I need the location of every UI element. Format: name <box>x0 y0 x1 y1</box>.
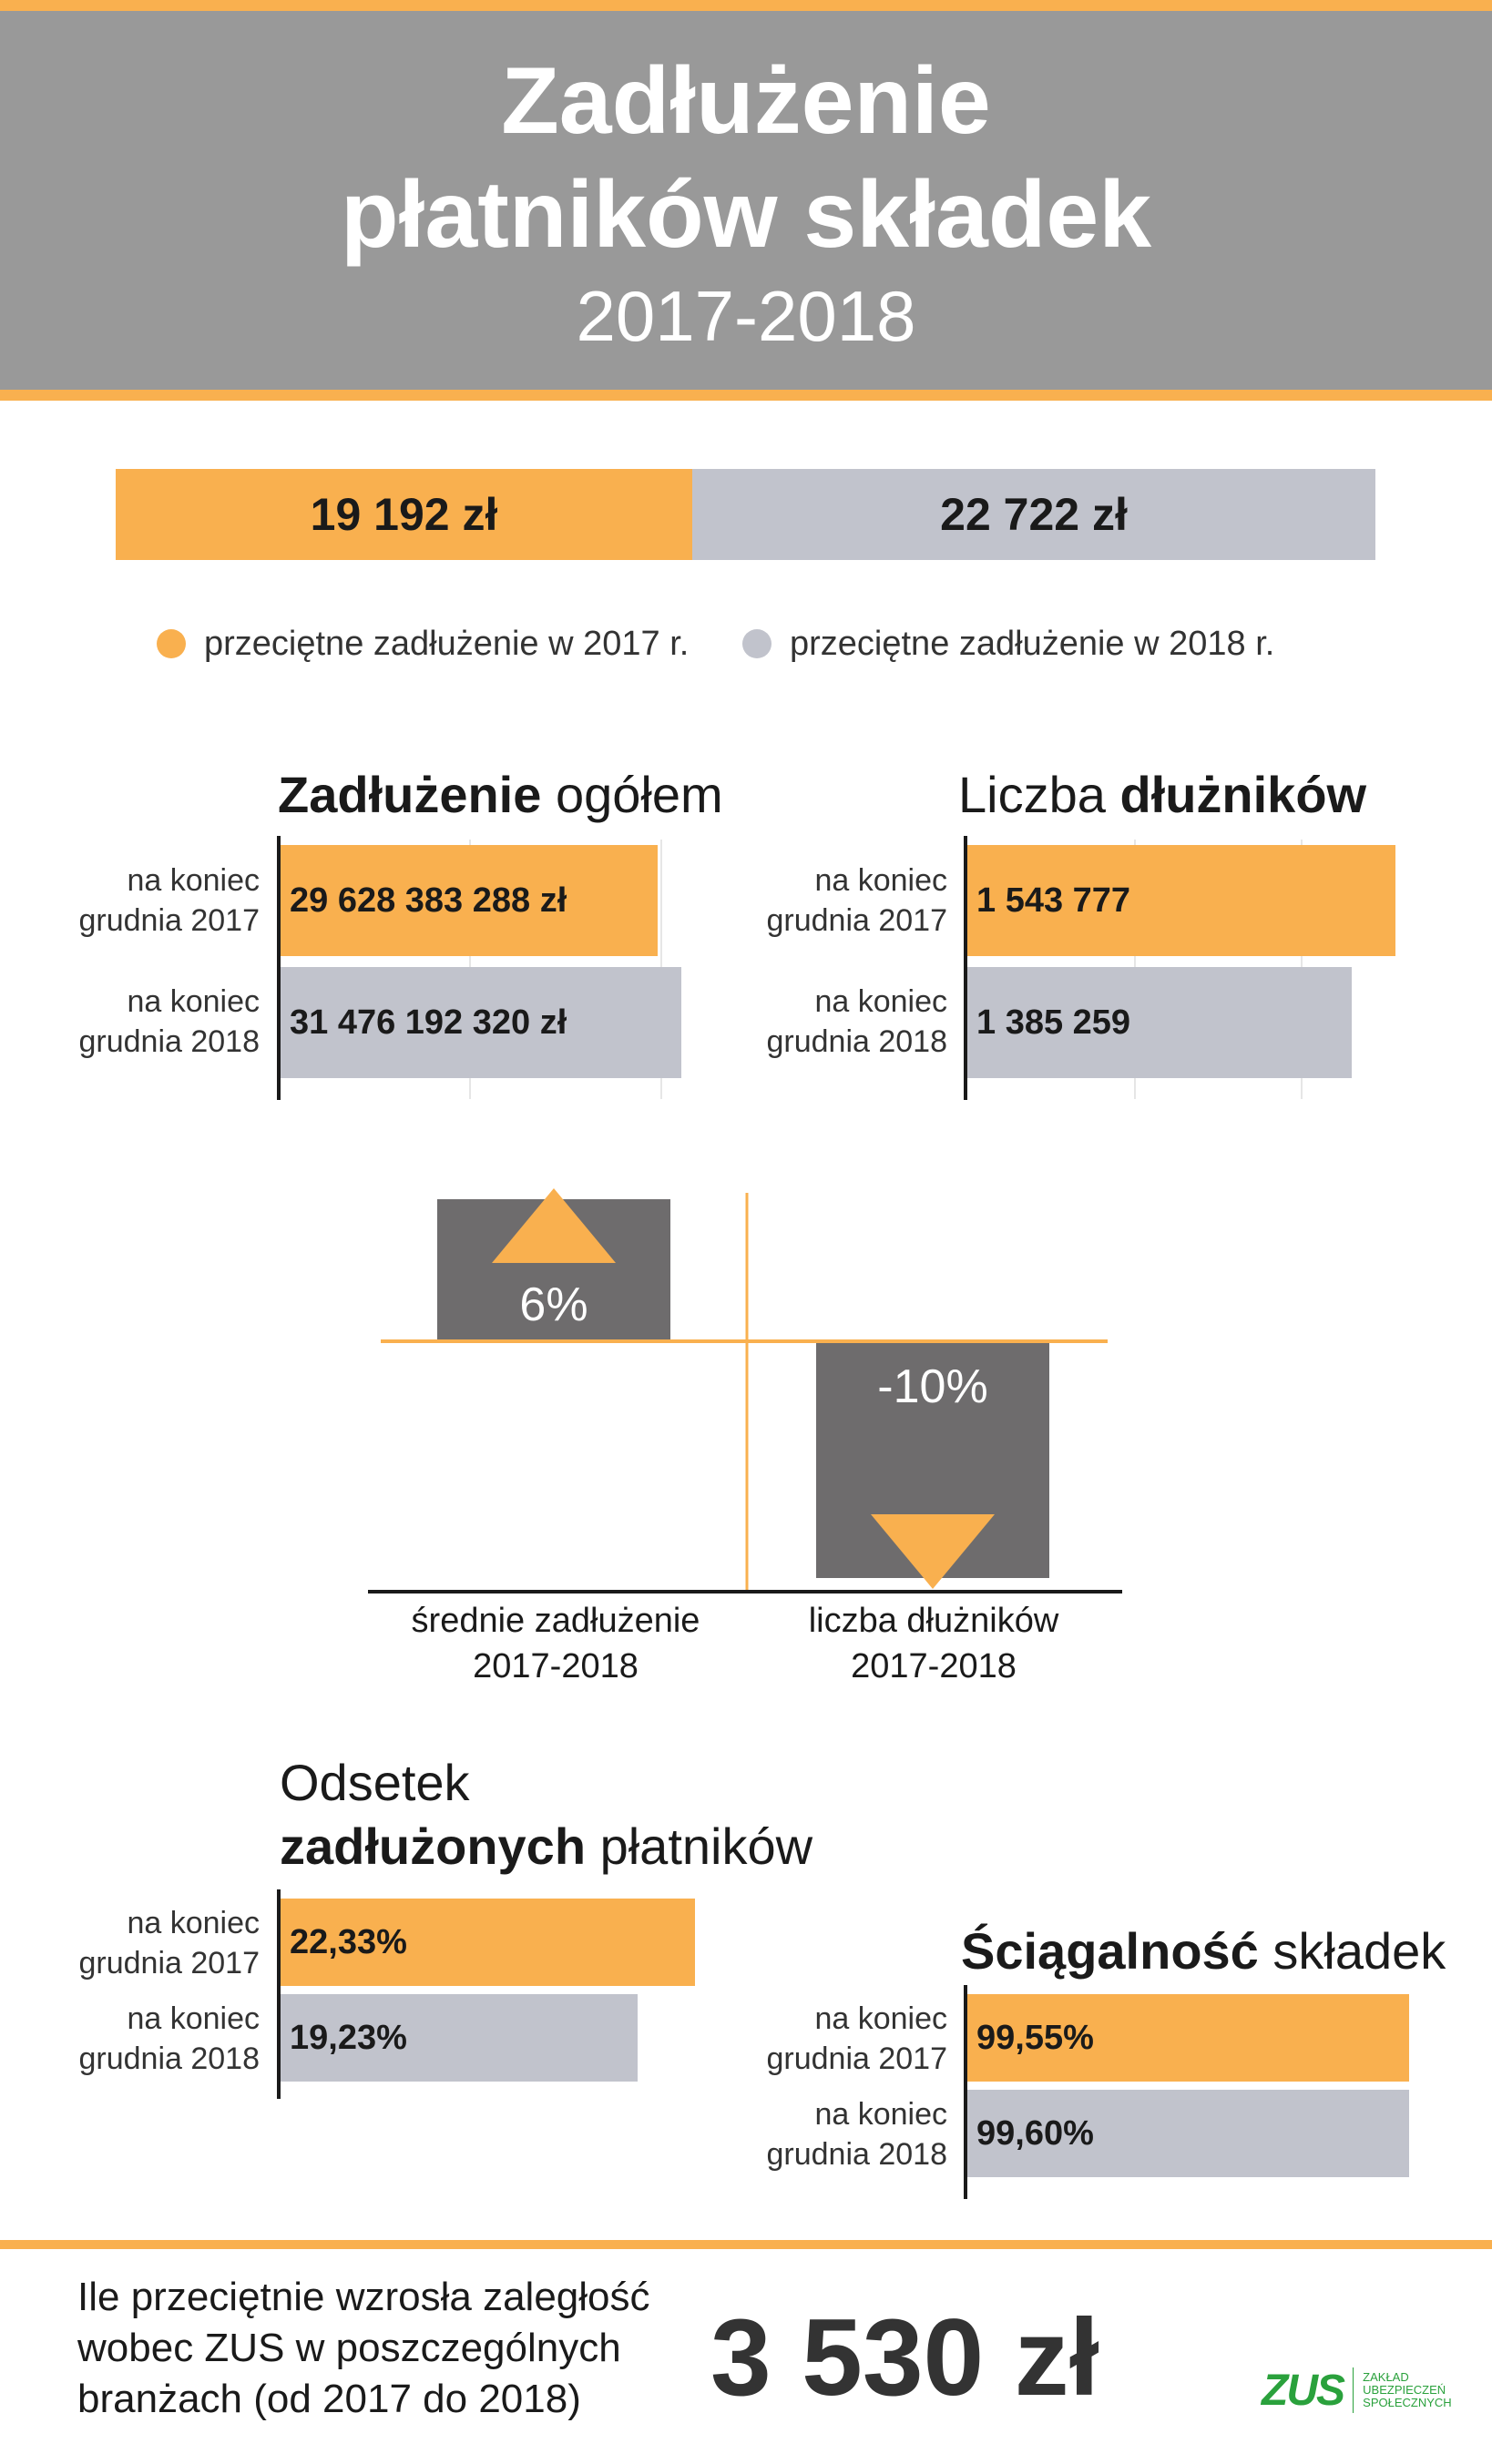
row-label-line: na koniec <box>127 863 260 898</box>
category-line: 2017-2018 <box>473 1647 639 1685</box>
axis-line <box>277 1889 281 2099</box>
share-title-line-1: Odsetek <box>280 1754 470 1811</box>
bar-label: 1 543 777 <box>976 881 1131 920</box>
legend-2017 <box>157 621 689 667</box>
axis-line <box>964 836 967 1100</box>
row-label-2018 <box>36 1999 260 2079</box>
logo-mark: ZUS <box>1262 2366 1344 2415</box>
row-label-2017 <box>36 1903 260 1983</box>
bar-label: 19,23% <box>290 2018 407 2057</box>
category-line: liczba dłużników <box>808 1602 1059 1640</box>
legend-2018-label: przeciętne zadłużenie w 2018 r. <box>790 624 1275 663</box>
bar-total-debt-2018 <box>281 967 681 1078</box>
bar-collect-2017 <box>967 1994 1409 2082</box>
title-line-2: płatników składek <box>340 162 1152 268</box>
row-label-line: grudnia 2017 <box>766 903 947 938</box>
logo-separator <box>1353 2367 1354 2413</box>
row-label-2018 <box>720 2094 947 2174</box>
subtitle: 2017-2018 <box>576 276 916 356</box>
average-2018-value: 22 722 zł <box>940 489 1128 540</box>
footer-divider <box>0 2240 1492 2249</box>
collect-title <box>961 1921 1446 1980</box>
row-label-line: grudnia 2018 <box>78 1024 260 1059</box>
row-label-line: na koniec <box>814 2001 947 2036</box>
footer-text: Ile przeciętnie wzrosła zaległość wobec ZUS w poszczególnych branżach (od 2017 do 2018) <box>77 2275 650 2421</box>
total-debt-title-rest: ogółem <box>541 766 723 823</box>
bar-label: 31 476 192 320 zł <box>290 1003 567 1042</box>
row-label-line: grudnia 2018 <box>78 2041 260 2076</box>
average-2017-bar <box>116 469 692 560</box>
footer-value: 3 530 zł <box>710 2296 1099 2418</box>
row-label-line: grudnia 2017 <box>766 2041 947 2076</box>
row-label-line: na koniec <box>814 863 947 898</box>
debtors-title-rest: Liczba <box>958 766 1120 823</box>
category-line: średnie zadłużenie <box>411 1602 700 1640</box>
row-label-line: grudnia 2018 <box>766 1024 947 1059</box>
zus-logo <box>1262 2363 1492 2418</box>
row-label-2017 <box>720 860 947 941</box>
logo-text: ZAKŁAD UBEZPIECZEŃ SPOŁECZNYCH <box>1363 2370 1452 2409</box>
row-label-2018 <box>720 982 947 1062</box>
orange-dot-icon <box>157 629 186 658</box>
row-label-line: grudnia 2018 <box>766 2137 947 2172</box>
bar-label: 22,33% <box>290 1922 407 1961</box>
category-label-avg-debt <box>364 1598 747 1689</box>
bar-label: 1 385 259 <box>976 1003 1131 1042</box>
share-title-line-2 <box>280 1817 812 1876</box>
title-line-1: Zadłużenie <box>501 48 991 154</box>
bar-share-2018 <box>281 1994 638 2082</box>
collect-title-bold: Ściągalność <box>961 1922 1259 1980</box>
share-title-bold: zadłużonych <box>280 1817 587 1875</box>
row-label-2018 <box>36 982 260 1062</box>
row-label-line: na koniec <box>814 984 947 1019</box>
row-label-line: grudnia 2017 <box>78 1946 260 1980</box>
category-label-debtors <box>742 1598 1125 1689</box>
bar-debtors-2017 <box>967 845 1395 956</box>
row-label-line: na koniec <box>127 984 260 1019</box>
bar-total-debt-2017 <box>281 845 658 956</box>
bar-debtors-2018 <box>967 967 1352 1078</box>
collect-title-rest: składek <box>1258 1922 1446 1980</box>
bar-share-2017 <box>281 1899 695 1986</box>
share-title-rest: płatników <box>586 1817 813 1875</box>
legend-2017-label: przeciętne zadłużenie w 2017 r. <box>204 624 690 663</box>
grey-dot-icon <box>742 629 772 658</box>
change-label-avg-debt: 6% <box>519 1278 588 1331</box>
bar-collect-2018 <box>967 2090 1409 2177</box>
total-debt-title <box>278 765 723 824</box>
axis-line <box>277 836 281 1100</box>
change-label-debtors: -10% <box>877 1360 988 1413</box>
bar-label: 99,55% <box>976 2018 1094 2057</box>
category-line: 2017-2018 <box>851 1647 1017 1685</box>
debtors-title-bold: dłużników <box>1119 766 1367 823</box>
row-label-line: na koniec <box>127 2001 260 2036</box>
bar-label: 99,60% <box>976 2113 1094 2153</box>
row-label-line: na koniec <box>814 2097 947 2132</box>
legend-2018 <box>742 621 1274 667</box>
row-label-line: na koniec <box>127 1906 260 1940</box>
debtors-title <box>958 765 1366 824</box>
row-label-2017 <box>36 860 260 941</box>
axis-line <box>964 1985 967 2199</box>
row-label-line: grudnia 2017 <box>78 903 260 938</box>
average-2018-bar <box>692 469 1375 560</box>
header-banner <box>0 0 1492 401</box>
row-label-2017 <box>720 1999 947 2079</box>
total-debt-title-bold: Zadłużenie <box>278 766 542 823</box>
bar-label: 29 628 383 288 zł <box>290 881 567 920</box>
average-2017-value: 19 192 zł <box>310 489 498 540</box>
